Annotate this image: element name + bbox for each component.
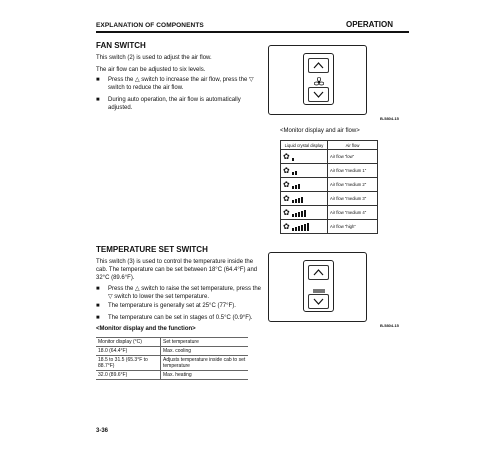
- running-header-right: OPERATION: [346, 20, 393, 29]
- lcd-display-cell: [281, 192, 328, 206]
- airflow-table-header: [281, 141, 378, 150]
- airflow-label: Air flow "medium 3": [328, 192, 378, 206]
- level-bars-icon: [292, 152, 294, 161]
- level-bar: [292, 228, 294, 231]
- level-bar: [295, 213, 297, 217]
- level-bar: [292, 186, 294, 189]
- temp-intro: This switch (3) is used to control the temperature inside the cab. The temperature can be set between 18°C (64.4°F) and 32°C (89.6°F).: [96, 259, 258, 281]
- fan-icon: ✿: [283, 179, 290, 189]
- lcd-display-cell: [281, 164, 328, 178]
- level-bar: [298, 184, 300, 189]
- up-arrow-icon: [309, 266, 328, 279]
- fan-switch-figure: [268, 45, 367, 115]
- fan-bullet-2-text: During auto operation, the air flow is automatically adjusted.: [108, 97, 241, 111]
- table-row: [96, 356, 248, 371]
- airflow-col-flow: Air flow: [328, 141, 378, 150]
- level-bar: [304, 224, 306, 231]
- fan-bullet-1: [96, 76, 266, 96]
- airflow-row: [281, 206, 378, 220]
- level-bar: [292, 200, 294, 203]
- lcd-display-cell: [281, 178, 328, 192]
- running-header-left: EXPLANATION OF COMPONENTS: [96, 22, 204, 29]
- airflow-row: [281, 150, 378, 164]
- down-arrow-icon: [309, 88, 328, 101]
- airflow-row: [281, 178, 378, 192]
- level-bar: [292, 172, 294, 175]
- airflow-label: Air flow "medium 4": [328, 206, 378, 220]
- fan-bullet-1-text: Press the △ switch to increase the air flow, press the ▽ switch to reduce the air flow.: [108, 77, 254, 91]
- level-bar: [295, 171, 297, 175]
- level-bar: [301, 225, 303, 231]
- level-bar: [301, 197, 303, 203]
- level-bars-icon: [292, 166, 297, 175]
- level-bar: [292, 214, 294, 217]
- fan-icon: ✿: [283, 165, 290, 175]
- bullet-dot: ■: [96, 77, 100, 83]
- table-row: [96, 347, 248, 356]
- level-bar: [295, 185, 297, 189]
- level-bar: [295, 227, 297, 231]
- fan-switch-body: [303, 53, 334, 105]
- temp-switch-heading: TEMPERATURE SET SWITCH: [96, 245, 208, 254]
- temp-col-display: Monitor display (°C): [96, 338, 161, 347]
- airflow-row: [281, 164, 378, 178]
- fan-icon: ✿: [283, 193, 290, 203]
- fan-levels-text: The air flow can be adjusted to six levels.: [96, 67, 206, 73]
- table-cell: 18.0 (64.4°F): [96, 347, 161, 356]
- airflow-row: [281, 220, 378, 234]
- level-bar: [292, 158, 294, 161]
- fan-icon: ✿: [283, 151, 290, 161]
- fan-intro: This switch (2) is used to adjust the air flow.: [96, 55, 212, 61]
- temp-up-button: [308, 265, 329, 280]
- fan-icon: ✿: [283, 207, 290, 217]
- fan-figure-id: B-5804-15: [380, 116, 399, 121]
- temp-table-header: [96, 338, 248, 347]
- table-cell: 32.0 (89.6°F): [96, 371, 161, 380]
- up-arrow-icon: [309, 59, 328, 72]
- table-cell: Adjusts temperature inside cab to set temperature: [161, 356, 249, 371]
- level-bars-icon: [292, 180, 300, 189]
- table-cell: Max. heating: [161, 371, 249, 380]
- header-rule: [96, 31, 409, 33]
- temp-figure-id: B-5804-15: [380, 323, 399, 328]
- temp-col-set: Set temperature: [161, 338, 249, 347]
- lcd-display-cell: [281, 206, 328, 220]
- airflow-label: Air flow "low": [328, 150, 378, 164]
- airflow-label: Air flow "medium 2": [328, 178, 378, 192]
- airflow-label: Air flow "high": [328, 220, 378, 234]
- level-bar: [307, 223, 309, 231]
- airflow-col-display: Liquid crystal display: [281, 141, 328, 150]
- airflow-caption: <Monitor display and air flow>: [280, 128, 360, 134]
- temp-switch-figure: [268, 252, 367, 322]
- bullet-dot: ■: [96, 315, 100, 321]
- temp-label-icon: [312, 282, 326, 290]
- temp-bullet-3: [96, 314, 266, 324]
- temp-bullet-1-text: Press the △ switch to raise the set temperature, press the ▽ switch to lower the set temperature.: [108, 286, 262, 300]
- bullet-dot: ■: [96, 286, 100, 292]
- temp-bullet-1: [96, 285, 266, 303]
- bullet-dot: ■: [96, 303, 100, 309]
- fan-icon: [314, 74, 324, 84]
- level-bars-icon: [292, 194, 303, 203]
- temp-function-table: [96, 337, 248, 380]
- fan-switch-heading: FAN SWITCH: [96, 41, 146, 50]
- temp-bullet-2: [96, 302, 266, 312]
- airflow-row: [281, 192, 378, 206]
- fan-down-button: [308, 87, 329, 102]
- lcd-display-cell: [281, 150, 328, 164]
- level-bar: [298, 198, 300, 203]
- level-bar: [298, 212, 300, 217]
- table-row: [96, 371, 248, 380]
- temp-switch-body: [303, 260, 334, 312]
- fan-icon: ✿: [283, 221, 290, 231]
- level-bars-icon: [292, 222, 309, 231]
- level-bar: [295, 199, 297, 203]
- bullet-dot: ■: [96, 97, 100, 103]
- temp-bullet-3-text: The temperature can be set in stages of 0.5°C (0.9°F).: [108, 315, 253, 321]
- level-bar: [298, 226, 300, 231]
- lcd-display-cell: [281, 220, 328, 234]
- table-cell: Max. cooling: [161, 347, 249, 356]
- table-cell: 18.5 to 31.5 (65.3°F to 88.7°F): [96, 356, 161, 371]
- airflow-label: Air flow "medium 1": [328, 164, 378, 178]
- page-number: 3-36: [96, 428, 109, 434]
- level-bar: [304, 210, 306, 217]
- level-bar: [301, 211, 303, 217]
- temp-table-caption: <Monitor display and the function>: [96, 326, 196, 332]
- airflow-table: [280, 140, 378, 234]
- temp-down-button: [308, 294, 329, 309]
- level-bars-icon: [292, 208, 306, 217]
- down-arrow-icon: [309, 295, 328, 308]
- temp-bullet-2-text: The temperature is generally set at 25°C (77°F).: [108, 303, 236, 309]
- fan-up-button: [308, 58, 329, 73]
- fan-bullet-2: [96, 96, 266, 116]
